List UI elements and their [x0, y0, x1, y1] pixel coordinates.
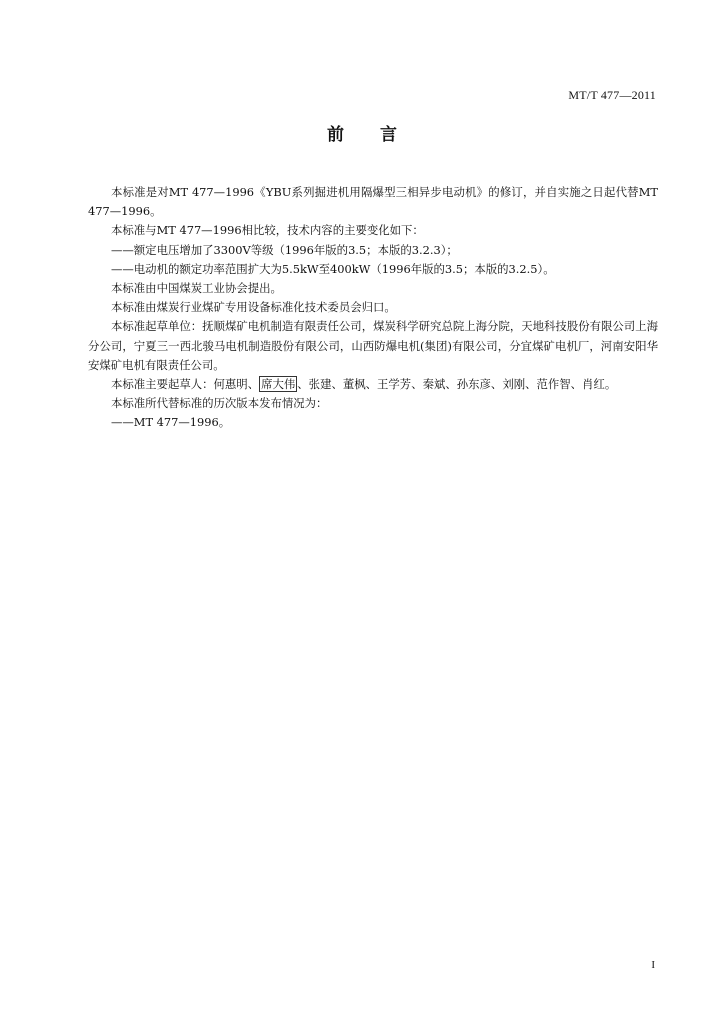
change-item-voltage: ——额定电压增加了3300V等级（1996年版的3.5；本版的3.2.3）； [111, 242, 458, 257]
title-char-2: 言 [380, 125, 397, 145]
section-title [0, 120, 724, 145]
paragraph-changes-intro: 本标准与MT 477—1996相比较，技术内容的主要变化如下： [111, 223, 424, 238]
foreword-body [88, 183, 658, 433]
paragraph-revision: 本标准是对MT 477—1996《YBU系列掘进机用隔爆型三相异步电动机》的修订，并自实施之日起代替MT 477—1996。 [88, 185, 658, 219]
drafters-after: 、张建、董枫、王学芳、秦斌、孙东彦、刘刚、范作智、肖红。 [297, 377, 617, 392]
change-item-power: ——电动机的额定功率范围扩大为5.5kW至400kW（1996年版的3.5；本版的3.2.5）。 [111, 261, 555, 276]
history-item: ——MT 477—1996。 [111, 415, 231, 430]
standard-code: MT/T 477—2011 [568, 88, 656, 102]
drafters-before: 本标准主要起草人：何惠明、 [111, 377, 260, 392]
paragraph-administered-by: 本标准由煤炭行业煤矿专用设备标准化技术委员会归口。 [111, 300, 396, 315]
page-number: I [651, 959, 655, 971]
highlighted-name: 席大伟 [261, 377, 296, 392]
paragraph-history-intro: 本标准所代替标准的历次版本发布情况为： [111, 396, 328, 411]
paragraph-drafting-units: 本标准起草单位：抚顺煤矿电机制造有限责任公司，煤炭科学研究总院上海分院，天地科技股份有限公司上海分公司，宁夏三一西北骏马电机制造股份有限公司，山西防爆电机(集团)有限公司，分宜煤矿电机厂，河南安阳华安煤矿电机有限责任公司。 [88, 319, 658, 372]
title-char-1: 前 [327, 125, 344, 145]
paragraph-drafters [88, 375, 658, 394]
paragraph-proposed-by: 本标准由中国煤炭工业协会提出。 [111, 281, 282, 296]
